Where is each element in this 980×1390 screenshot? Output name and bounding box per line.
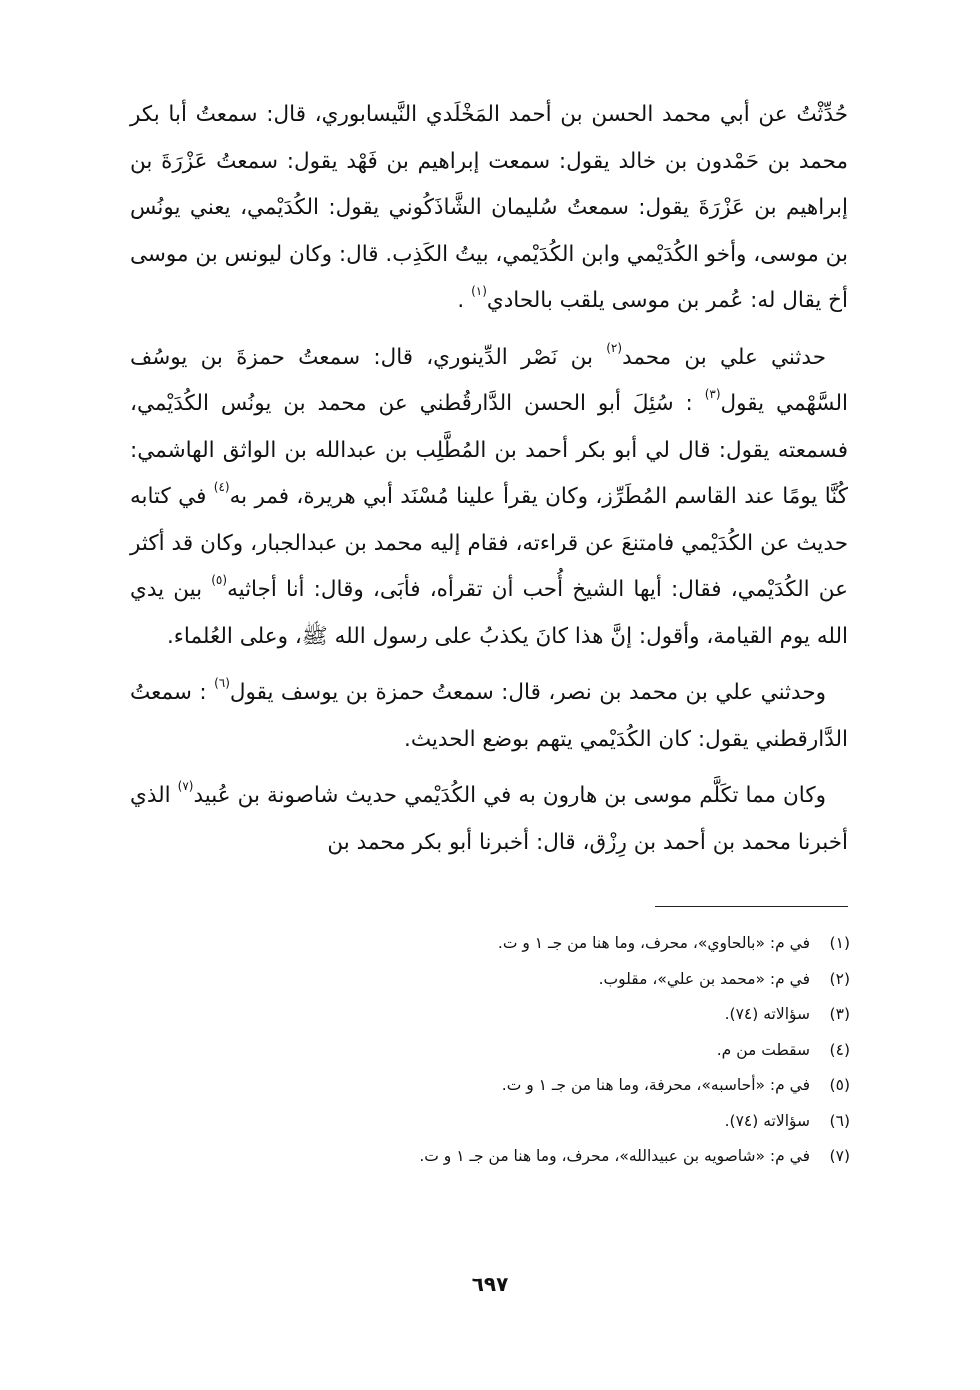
footnote-text: سؤالاته (٧٤).: [724, 1111, 810, 1130]
footnote-ref-2: (٢): [606, 340, 623, 355]
footnote-5: [240, 1068, 850, 1104]
footnote-ref-3: (٣): [704, 387, 721, 401]
paragraph-2-text-d: بين يدي الله يوم القيامة، وأقول: إنَّ هذا كانَ يكذبُ على رسول الله ﷺ، وعلى العُلماء.: [130, 577, 848, 649]
footnote-2: [240, 962, 850, 998]
paragraph-2-text-c: في كتابه حديث عن الكُدَيْمي فامتنعَ عن قراءته، فقام إليه محمد بن عبدالجبار، وكان قد أكثر عن الكُدَيْمي، فقال: أيها الشيخ أُحب أن تقرأه، فأبَى، وقال: أنا أجاثيه: [130, 484, 848, 602]
footnote-number: (١): [829, 934, 850, 952]
footnote-number: (٣): [829, 1005, 850, 1023]
paragraph-3-text-start: وحدثني علي بن محمد بن نصر، قال: سمعتُ حمزة بن يوسف يقول: [229, 680, 826, 705]
footnote-separator: [655, 906, 848, 907]
paragraph-1-end: .: [457, 288, 472, 313]
footnote-number: (٤): [829, 1040, 850, 1059]
footnote-text: سقطت من م.: [716, 1040, 810, 1059]
footnote-text: في م: «شاصويه بن عبيدالله»، محرف، وما هنا من جـ ١ و ت.: [419, 1147, 810, 1165]
footnote-number: (٦): [829, 1111, 850, 1130]
paragraph-3: [130, 670, 848, 763]
footnote-ref-7: (٧): [177, 779, 194, 793]
paragraph-3-text-a: : سمعتُ الدَّارقطني يقول: كان الكُدَيْمي يتهم بوضع الحديث.: [130, 680, 848, 752]
footnote-number: (٧): [829, 1147, 850, 1165]
footnote-number: (٥): [829, 1076, 850, 1094]
footnote-1: [240, 926, 850, 962]
paragraph-1: [130, 92, 848, 325]
main-text: [130, 92, 848, 876]
paragraph-4-text-start: وكان مما تكَلَّم موسى بن هارون به في الكُدَيْمي حديث شاصونة بن عُبيد: [193, 783, 826, 808]
paragraph-2: [130, 335, 848, 661]
footnote-ref-6: (٦): [214, 676, 230, 690]
footnote-text: في م: «بالحاوي»، محرف، وما هنا من جـ ١ و ت.: [497, 934, 810, 952]
footnote-6: [240, 1104, 850, 1140]
footnotes: [240, 926, 850, 1175]
footnote-ref-4: (٤): [213, 480, 230, 494]
footnote-3: [240, 997, 850, 1033]
footnote-ref-1: (١): [471, 284, 487, 298]
paragraph-4-text-a: الذي أخبرنا محمد بن أحمد بن رِزْق، قال: أخبرنا أبو بكر محمد بن: [130, 783, 848, 855]
paragraph-4: [130, 773, 848, 866]
paragraph-2-text-a: بن نَصْر الدِّينوري، قال: سمعتُ حمزةَ بن يوسُف السَّهْمي يقول: [130, 344, 849, 416]
footnote-text: في م: «محمد بن علي»، مقلوب.: [598, 969, 810, 988]
paragraph-1-text: حُدِّثْتُ عن أبي محمد الحسن بن أحمد المَخْلَدي النَّيسابوري، قال: سمعتُ أبا بكر محمد بن حَمْدون بن خالد يقول: سمعت إبراهيم بن فَهْد يقول: سمعتُ عَزْرَةَ بن إبراهيم بن عَزْرَةَ يقول: سمعتُ سُليمان الشَّاذَكُوني يقول: الكُدَيْمي، يعني يونُس بن موسى، وأخو الكُدَيْمي وابن الكُدَيْمي، بيتُ الكَذِب. قال: وكان ليونس بن موسى أخ يقال له: عُمر بن موسى يلقب بالحادي: [130, 102, 848, 313]
page-number: ٦٩٧: [471, 1272, 509, 1296]
footnote-text: سؤالاته (٧٤).: [724, 1005, 810, 1023]
paragraph-2-text-b: : سُئِلَ أبو الحسن الدَّارقُطني عن محمد بن يونُس الكُدَيْمي، فسمعته يقول: قال لي أبو بكر أحمد بن المُطَّلِب بن عبدالله بن الواثق الهاشمي: كُنَّا يومًا عند القاسم المُطَرِّز، وكان يقرأ علينا مُسْنَد أبي هريرة، فمر به: [130, 391, 848, 509]
footnote-ref-5: (٥): [211, 573, 228, 587]
footnote-number: (٢): [829, 969, 850, 988]
paragraph-2-text-start: حدثني علي بن محمد: [622, 344, 826, 370]
footnote-4: [240, 1033, 850, 1069]
footnote-7: [240, 1139, 850, 1175]
footnote-text: في م: «أحاسبه»، محرفة، وما هنا من جـ ١ و ت.: [501, 1076, 810, 1094]
